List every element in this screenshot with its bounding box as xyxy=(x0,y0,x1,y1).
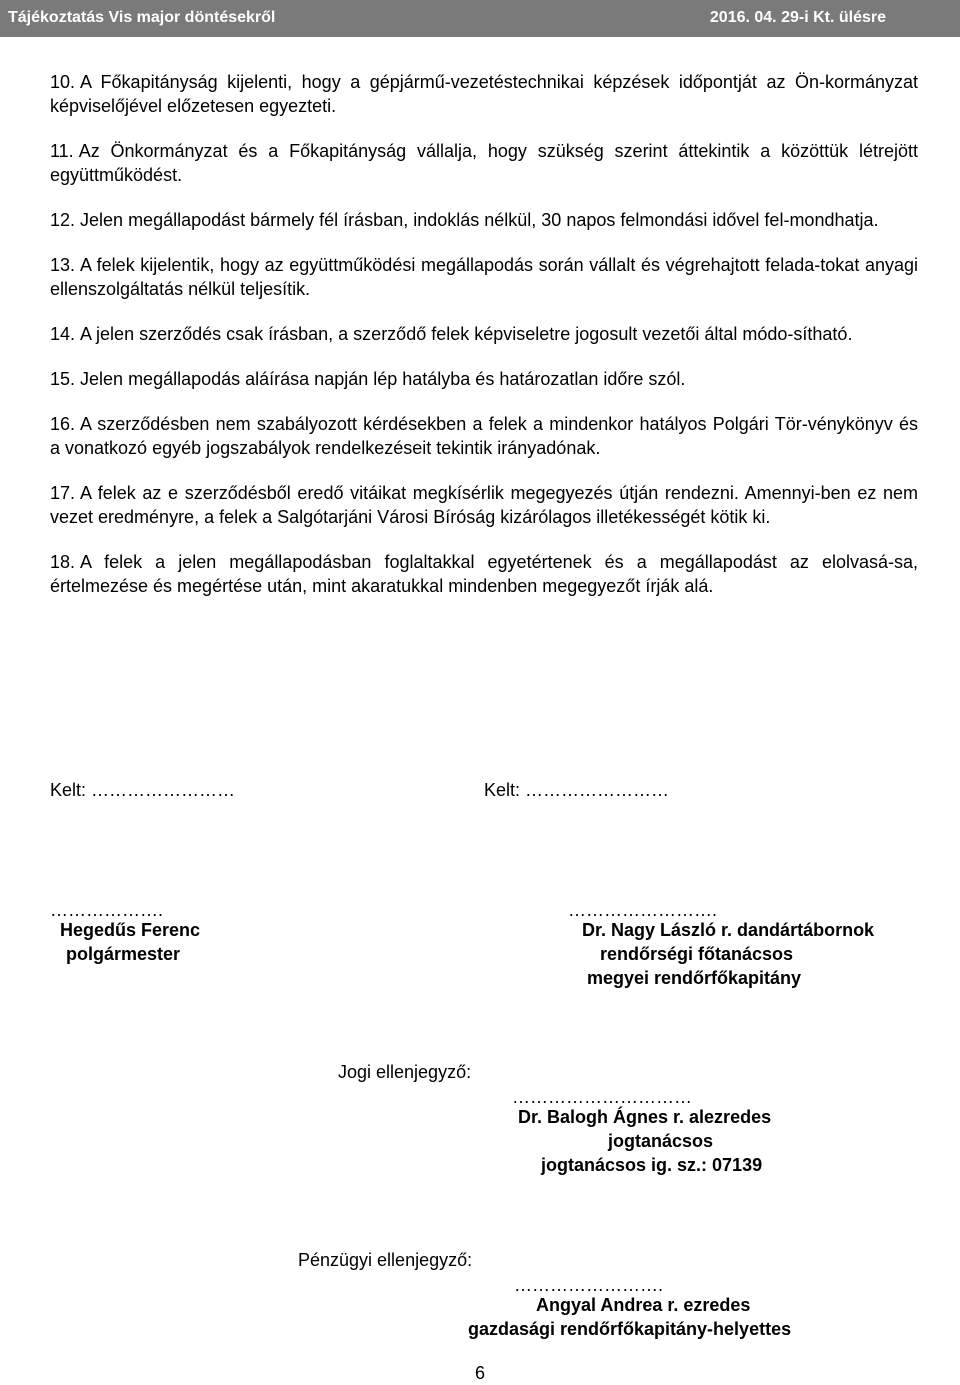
paragraph-10 xyxy=(50,70,918,118)
paragraph-text: A felek kijelentik, hogy az együttműködési megállapodás során vállalt és végrehajtott felada-tokat anyagi ellenszolgáltatás nélkül teljesítik. xyxy=(50,255,918,299)
paragraph-11 xyxy=(50,139,918,187)
paragraph-text: Jelen megállapodás aláírása napján lép hatályba és határozatlan időre szól. xyxy=(80,369,686,389)
document-body xyxy=(50,70,918,619)
kelt-left: Kelt: …………………… xyxy=(50,780,236,800)
paragraph-number: 16. xyxy=(50,414,76,434)
finance-countersign-label: Pénzügyi ellenjegyző: xyxy=(298,1250,473,1270)
paragraph-number: 17. xyxy=(50,483,76,503)
paragraph-14 xyxy=(50,322,918,346)
paragraph-18 xyxy=(50,550,918,598)
legal-signer-name: Dr. Balogh Ágnes r. alezredes xyxy=(518,1107,772,1127)
header-title: Tájékoztatás Vis major döntésekről xyxy=(8,9,276,26)
legal-countersign-label: Jogi ellenjegyző: xyxy=(338,1062,472,1082)
finance-signer-name: Angyal Andrea r. ezredes xyxy=(536,1295,751,1315)
paragraph-text: A jelen szerződés csak írásban, a szerződő felek képviseletre jogosult vezetői által módo-sítható. xyxy=(80,324,853,344)
paragraph-15 xyxy=(50,367,918,391)
kelt-right: Kelt: …………………… xyxy=(484,780,670,800)
paragraph-number: 15. xyxy=(50,369,76,389)
paragraph-16 xyxy=(50,412,918,460)
paragraph-13 xyxy=(50,253,918,301)
paragraph-12 xyxy=(50,208,918,232)
left-signer-title: polgármester xyxy=(66,944,181,964)
left-signature-line: ………………. xyxy=(50,900,164,920)
paragraph-text: A szerződésben nem szabályozott kérdésekben a felek a mindenkor hatályos Polgári Tör-vénykönyv és a vonatkozó egyéb jogszabályok rendelkezéseit tekintik irányadónak. xyxy=(50,414,918,458)
paragraph-number: 11. xyxy=(50,141,74,161)
paragraph-number: 12. xyxy=(50,210,76,230)
paragraph-number: 14. xyxy=(50,324,76,344)
left-signer-name: Hegedűs Ferenc xyxy=(60,920,201,940)
paragraph-number: 10. xyxy=(50,72,76,92)
paragraph-text: Jelen megállapodást bármely fél írásban, indoklás nélkül, 30 napos felmondási idővel fel-mondhatja. xyxy=(80,210,879,230)
paragraph-17 xyxy=(50,481,918,529)
legal-signer-title-1: jogtanácsos xyxy=(608,1131,714,1151)
legal-signature-line: ………………………… xyxy=(512,1087,692,1107)
right-signer-title-1: rendőrségi főtanácsos xyxy=(600,944,794,964)
header-bar xyxy=(0,0,960,37)
legal-signer-title-2: jogtanácsos ig. sz.: 07139 xyxy=(541,1155,763,1175)
paragraph-number: 18. xyxy=(50,552,76,572)
paragraph-number: 13. xyxy=(50,255,76,275)
right-signer-name: Dr. Nagy László r. dandártábornok xyxy=(582,920,875,940)
paragraph-text: A felek az e szerződésből eredő vitáikat megkísérlik megegyezés útján rendezni. Amennyi-ben ez nem vezet eredményre, a felek a Salgótarjáni Városi Bíróság kizárólagos illetékességét kötik ki. xyxy=(50,483,918,527)
finance-signer-title: gazdasági rendőrfőkapitány-helyettes xyxy=(468,1319,792,1339)
right-signer-title-2: megyei rendőrfőkapitány xyxy=(587,968,802,988)
page-number: 6 xyxy=(474,1363,485,1383)
header-date: 2016. 04. 29-i Kt. ülésre xyxy=(709,9,886,26)
paragraph-text: Az Önkormányzat és a Főkapitányság vállalja, hogy szükség szerint áttekintik a közöttük létrejött együttműködést. xyxy=(50,141,918,185)
paragraph-text: A Főkapitányság kijelenti, hogy a gépjármű-vezetéstechnikai képzések időpontját az Ön-kormányzat képviselőjével előzetesen egyezteti. xyxy=(50,72,918,116)
right-signature-line: ……………………. xyxy=(568,900,718,920)
paragraph-text: A felek a jelen megállapodásban foglaltakkal egyetértenek és a megállapodást az elolvasá-sa, értelmezése és megértése után, mint akaratukkal mindenben megegyezőt írják alá. xyxy=(50,552,918,596)
finance-signature-line: ……………………. xyxy=(514,1275,664,1295)
